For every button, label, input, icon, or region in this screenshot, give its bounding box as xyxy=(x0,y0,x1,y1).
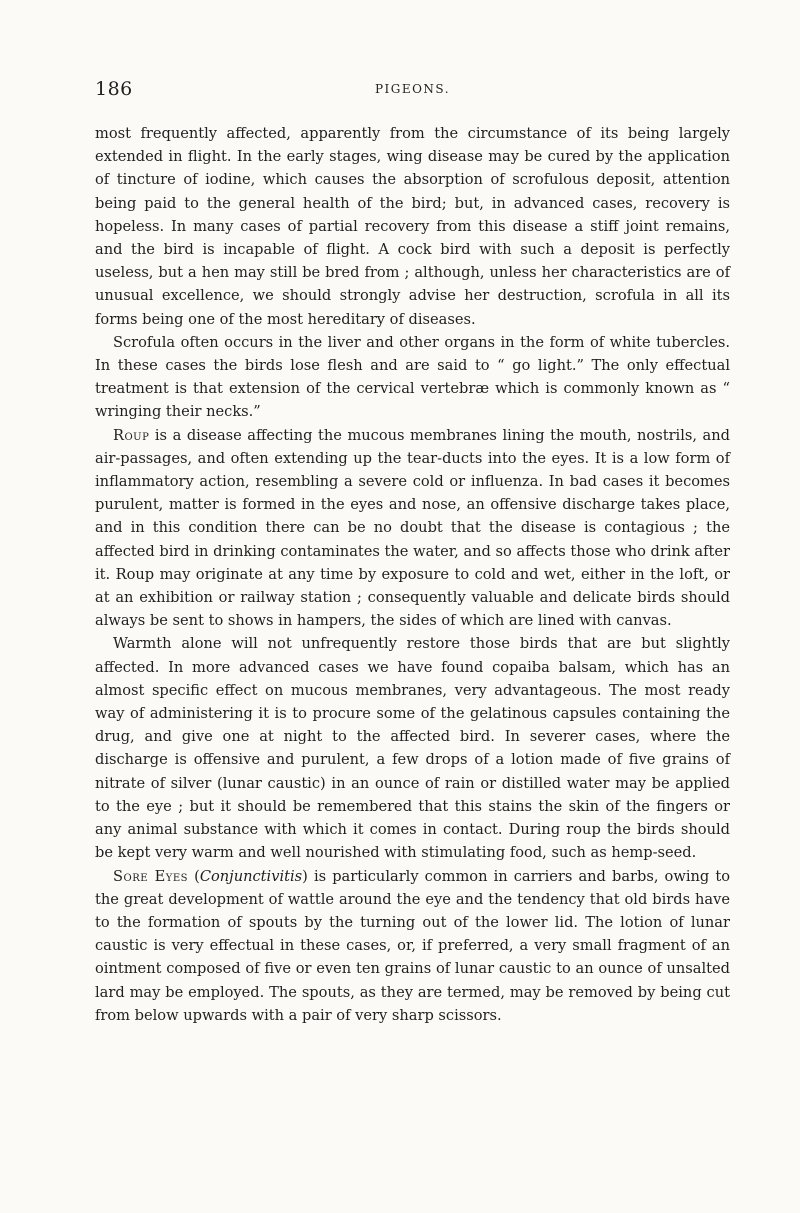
page-number: 186 xyxy=(95,78,133,100)
paren-open: ( xyxy=(188,867,200,885)
running-title: PIGEONS. xyxy=(374,82,451,96)
paragraph-text: Warmth alone will not unfrequently restore those birds that are but slightly affected. In more advanced cases we have found copaiba balsam, which has an almost specific effect on mucous membranes, very advantageous. The most ready way of administering it is to procure some of the gelatinous capsules containing the drug, and give one at night to the affected bird. In severer cases, where the discharge is offensive and purulent, a few drops of a lotion made of five grains of nitrate of silver (lunar caustic) in an ounce of rain or distilled water may be applied to the eye ; but it should be remembered that this stains the skin of the fingers or any animal substance with which it comes in contact. During roup the birds should be kept very warm and well nourished with stimulating food, such as hemp-seed. xyxy=(95,635,730,862)
paragraph-scrofula xyxy=(95,331,730,424)
paragraph-text: most frequently affected, apparently from the circumstance of its being largely extended in flight. In the early stages, wing disease may be cured by the application of tincture of iodine, which causes the absorption of scrofulous deposit, attention being paid to the general health of the bird; but, in advanced cases, recovery is hopeless. In many cases of partial recovery from this disease a stiff joint remains, and the bird is incapable of flight. A cock bird with such a deposit is perfectly useless, but a hen may still be bred from ; although, unless her characteristics are of unusual excellence, we should strongly advise her destruction, scrofula in all its forms being one of the most hereditary of diseases. xyxy=(95,125,730,328)
book-page xyxy=(95,78,730,1027)
paragraph-sore-eyes xyxy=(95,865,730,1027)
roup-heading: Roup xyxy=(113,426,150,444)
paragraph-warmth xyxy=(95,632,730,864)
running-head xyxy=(95,78,730,108)
paragraph-text: Scrofula often occurs in the liver and other organs in the form of white tubercles. In these cases the birds lose flesh and are said to “ go light.” The only effectual treatment is that extension of the cervical vertebræ which is commonly known as “ wringing their necks.” xyxy=(95,333,730,421)
latin-term: Conjunctivitis xyxy=(199,867,303,885)
paragraph-text: is a disease affecting the mucous membranes lining the mouth, nostrils, and air-passages, and often extending up the tear-ducts into the eyes. It is a low form of inflammatory action, resembling a severe cold or influenza. In bad cases it becomes purulent, matter is formed in the eyes and nose, an offensive discharge takes place, and in this condition there can be no doubt that the disease is contagious ; the affected bird in drinking contaminates the water, and so affects those who drink after it. Roup may originate at any time by exposure to cold and wet, either in the loft, or at an exhibition or railway station ; consequently valuable and delicate birds should always be sent to shows in hampers, the sides of which are lined with canvas. xyxy=(95,426,730,630)
body-text xyxy=(95,122,730,1027)
paragraph-roup xyxy=(95,424,730,633)
sore-eyes-heading: Sore Eyes xyxy=(113,867,189,885)
paragraph-text: ) is particularly common in carriers and barbs, owing to the great development of wattle around the eye and the tendency that old birds have to the formation of spouts by the turning out of the lower lid. The lotion of lunar caustic is very effectual in these cases, or, if preferred, a very small fragment of an ointment composed of five or even ten grains of lunar caustic to an ounce of unsalted lard may be employed. The spouts, as they are termed, may be removed by being cut from below upwards with a pair of very sharp scissors. xyxy=(95,867,730,1024)
paragraph-wing-disease xyxy=(95,122,730,331)
